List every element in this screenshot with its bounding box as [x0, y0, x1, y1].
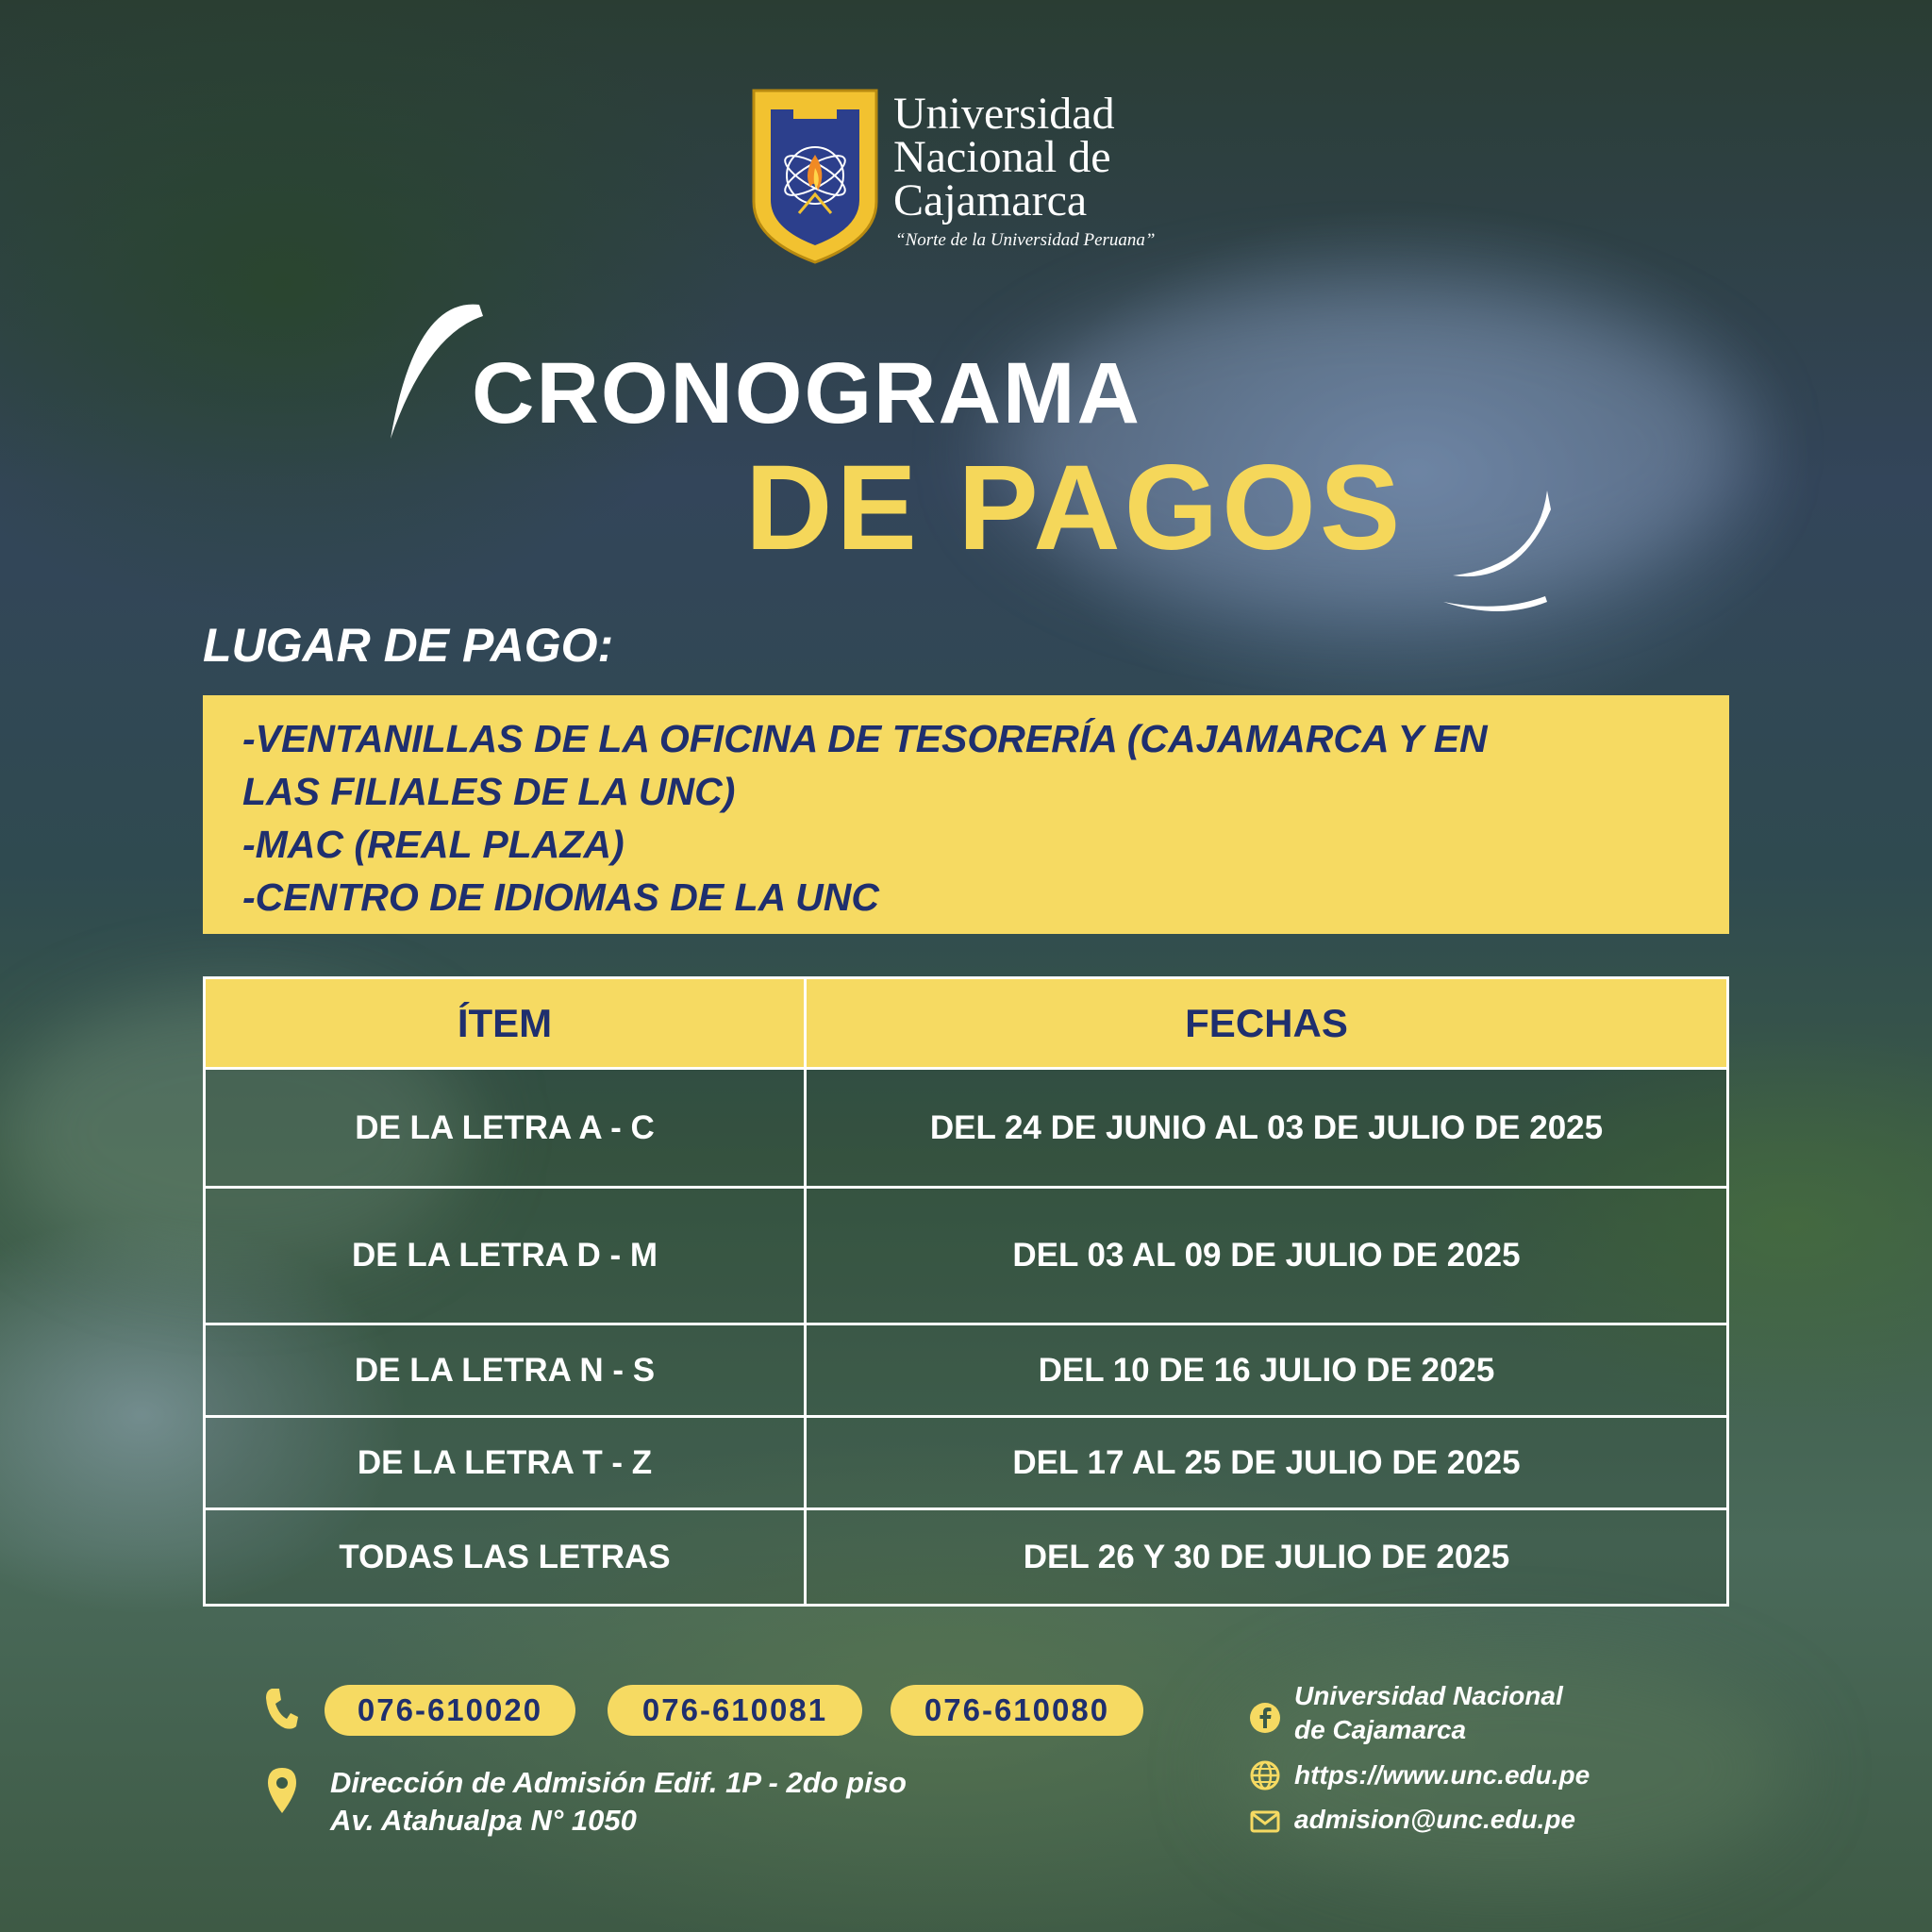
- phone-icon: [264, 1687, 298, 1732]
- dates-cell: DEL 26 Y 30 DE JULIO DE 2025: [806, 1509, 1728, 1606]
- table-row: [205, 1509, 1728, 1606]
- university-name-line: Nacional de: [893, 132, 1111, 182]
- payment-location-heading: LUGAR DE PAGO:: [203, 619, 614, 672]
- table-row: [205, 1188, 1728, 1324]
- payment-location-line: -CENTRO DE IDIOMAS DE LA UNC: [242, 875, 879, 919]
- facebook-line: de Cajamarca: [1294, 1715, 1467, 1744]
- item-cell: DE LA LETRA D - M: [205, 1188, 806, 1324]
- swoosh-decoration-icon: [1434, 481, 1557, 623]
- address-line: Dirección de Admisión Edif. 1P - 2do piso: [330, 1766, 907, 1799]
- item-cell: DE LA LETRA A - C: [205, 1069, 806, 1188]
- payment-location-box: [203, 695, 1729, 934]
- location-pin-icon: [266, 1766, 298, 1815]
- university-name-line: Cajamarca: [893, 175, 1088, 225]
- table-header-row: [205, 978, 1728, 1069]
- table-row: [205, 1417, 1728, 1509]
- facebook-icon[interactable]: [1249, 1702, 1281, 1734]
- shield-emblem-icon: [750, 89, 880, 264]
- item-cell: DE LA LETRA N - S: [205, 1324, 806, 1417]
- item-cell: DE LA LETRA T - Z: [205, 1417, 806, 1509]
- column-header-item: ÍTEM: [205, 978, 806, 1069]
- facebook-line: Universidad Nacional: [1294, 1681, 1563, 1710]
- address-block: [330, 1764, 907, 1840]
- dates-cell: DEL 03 AL 09 DE JULIO DE 2025: [806, 1188, 1728, 1324]
- university-motto: “Norte de la Universidad Peruana”: [895, 230, 1156, 250]
- phone-number-pill[interactable]: 076-610081: [608, 1685, 862, 1736]
- dates-cell: DEL 24 DE JUNIO AL 03 DE JULIO DE 2025: [806, 1069, 1728, 1188]
- email-link[interactable]: admision@unc.edu.pe: [1294, 1805, 1576, 1834]
- university-logo: [750, 89, 1184, 264]
- dates-cell: DEL 17 AL 25 DE JULIO DE 2025: [806, 1417, 1728, 1509]
- payment-location-line: -MAC (REAL PLAZA): [242, 823, 625, 866]
- university-name-line: Universidad: [893, 89, 1115, 139]
- facebook-link[interactable]: [1294, 1679, 1563, 1747]
- payment-schedule-table: [203, 976, 1729, 1607]
- column-header-dates: FECHAS: [806, 978, 1728, 1069]
- item-cell: TODAS LAS LETRAS: [205, 1509, 806, 1606]
- globe-icon: [1249, 1759, 1281, 1791]
- phone-number-pill[interactable]: 076-610080: [891, 1685, 1143, 1736]
- page-title-line1: CRONOGRAMA: [472, 345, 1141, 441]
- phone-number-pill[interactable]: 076-610020: [325, 1685, 575, 1736]
- website-link[interactable]: https://www.unc.edu.pe: [1294, 1760, 1591, 1790]
- address-line: Av. Atahualpa N° 1050: [330, 1804, 637, 1837]
- table-row: [205, 1324, 1728, 1417]
- page-title-line2: DE PAGOS: [745, 441, 1405, 575]
- dates-cell: DEL 10 DE 16 JULIO DE 2025: [806, 1324, 1728, 1417]
- table-row: [205, 1069, 1728, 1188]
- mail-icon: [1249, 1805, 1281, 1837]
- payment-location-line: -VENTANILLAS DE LA OFICINA DE TESORERÍA (CAJAMARCA Y EN: [242, 717, 1488, 760]
- university-name: [893, 89, 1195, 225]
- payment-location-line: LAS FILIALES DE LA UNC): [242, 770, 736, 813]
